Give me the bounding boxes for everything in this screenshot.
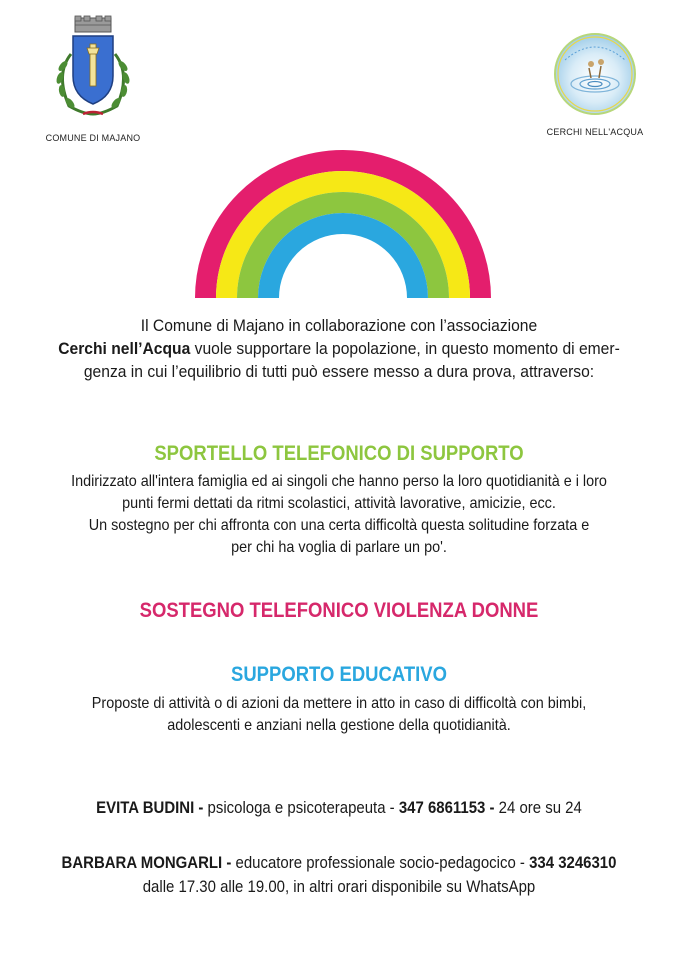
contact-evita [41,796,638,820]
contact-evita-phone: 347 6861153 - [398,798,495,817]
sportello-description [34,471,644,559]
contact-evita-hours: 24 ore su 24 [494,798,582,817]
intro-line-1: Il Comune di Majano in collaborazione con l’associazione [140,316,538,335]
contact-barbara-role: educatore professionale socio-pedagocico - [231,853,530,872]
intro-line-2-rest: vuole supportare la popolazione, in questo momento di emer- [190,339,620,358]
sportello-line-4: per chi ha voglia di parlare un po'. [231,539,447,556]
contact-barbara-phone: 334 3246310 [529,853,617,872]
cerchi-nell-acqua-logo [535,30,655,137]
educativo-description [34,693,644,737]
intro-line-2 [27,337,651,360]
contact-barbara [41,851,638,899]
contact-barbara-line-1 [41,851,638,875]
violenza-title: SOSTEGNO TELEFONICO VIOLENZA DONNE [139,599,539,622]
intro-line-3: genza in cui l’equilibrio di tutti può essere messo a dura prova, attraverso: [83,362,595,381]
rainbow-band-4 [269,224,418,299]
logo-caption-cerchi: CERCHI NELL'ACQUA [546,127,644,137]
association-name: Cerchi nell’Acqua [58,339,191,358]
comune-di-majano-logo [28,14,158,143]
rainbow-illustration [190,148,496,300]
sportello-line-1: Indirizzato all'intera famiglia ed ai singoli che hanno perso la loro quotidianità e i loro [71,473,607,490]
contact-evita-name: EVITA BUDINI - [96,798,204,817]
educativo-title: SUPPORTO EDUCATIVO [231,663,447,686]
contact-barbara-name: BARBARA MONGARLI - [61,853,232,872]
water-circles-icon [551,30,639,118]
contact-barbara-hours: dalle 17.30 alle 19.00, in altri orari disponibile su WhatsApp [142,877,536,896]
educativo-line-2: adolescenti e anziani nella gestione della quotidianità. [167,717,511,734]
sportello-line-3: Un sostegno per chi affronta con una certa difficoltà questa solitudine forzata e [88,517,590,534]
logo-caption-comune: COMUNE DI MAJANO [45,133,141,143]
sportello-title: SPORTELLO TELEFONICO DI SUPPORTO [154,442,524,465]
educativo-line-1: Proposte di attività o di azioni da mettere in atto in caso di difficoltà con bimbi, [91,695,587,712]
sportello-line-2: punti fermi dettati da ritmi scolastici, attività lavorative, amicizie, ecc. [122,495,556,512]
contact-evita-role: psicologa e psicoterapeuta - [203,798,399,817]
coat-of-arms-icon [43,14,143,124]
intro-paragraph [27,314,651,383]
